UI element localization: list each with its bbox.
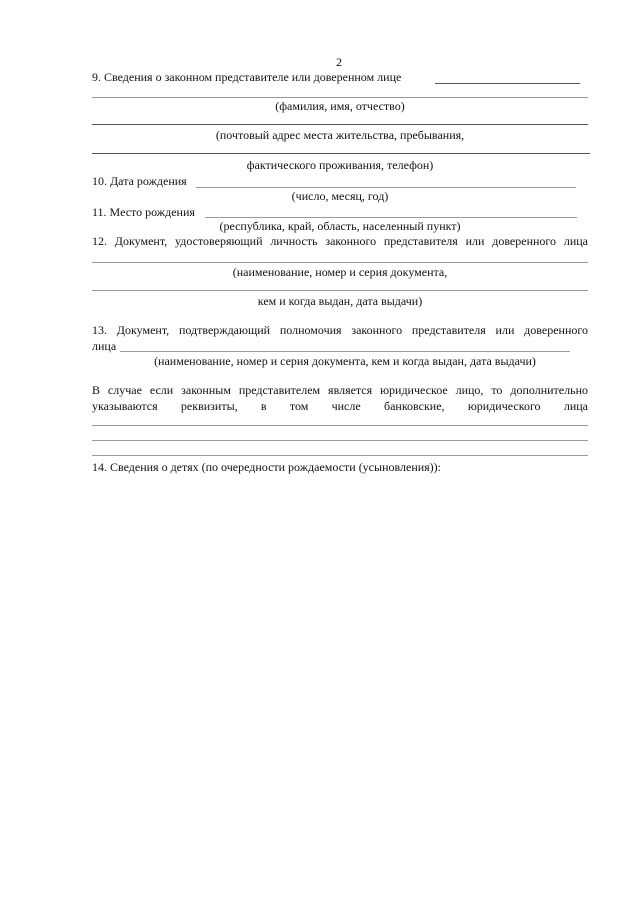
legal-entity-line1[interactable] bbox=[92, 425, 588, 426]
item9-label: 9. Сведения о законном представителе или доверенном лице bbox=[92, 70, 402, 84]
item10-input-line[interactable] bbox=[196, 187, 576, 188]
item11-label: 11. Место рождения bbox=[92, 205, 195, 219]
item9-caption-address2: фактического проживания, телефон) bbox=[246, 158, 434, 172]
item9-caption-address1: (почтовый адрес места жительства, пребывания, bbox=[215, 128, 465, 142]
item12-input-line2[interactable] bbox=[92, 290, 588, 291]
legal-entity-line2[interactable] bbox=[92, 440, 588, 441]
item9-address-line1[interactable] bbox=[92, 124, 588, 125]
item13-label-line1: 13. Документ, подтверждающий полномочия законного представителя или доверенного bbox=[92, 323, 588, 337]
item11-caption: (республика, край, область, населенный пункт) bbox=[219, 219, 461, 233]
item12-caption1: (наименование, номер и серия документа, bbox=[232, 265, 448, 279]
item9-caption-name: (фамилия, имя, отчество) bbox=[275, 99, 405, 113]
item14-label: 14. Сведения о детях (по очередности рождаемости (усыновления)): bbox=[92, 460, 442, 474]
item12-caption2: кем и когда выдан, дата выдачи) bbox=[257, 294, 423, 308]
legal-entity-line3[interactable] bbox=[92, 455, 588, 456]
item10-label: 10. Дата рождения bbox=[92, 174, 187, 188]
item9-address-line2[interactable] bbox=[92, 153, 590, 154]
item13-input-line[interactable] bbox=[120, 351, 570, 352]
item12-label: 12. Документ, удостоверяющий личность законного представителя или доверенного лица bbox=[92, 234, 588, 248]
item9-name-line[interactable] bbox=[92, 97, 588, 98]
item9-input-line[interactable] bbox=[435, 83, 580, 84]
item13-label-line2: лица bbox=[92, 339, 117, 353]
item12-input-line1[interactable] bbox=[92, 262, 588, 263]
legal-entity-note-line1: В случае если законным представителем является юридическое лицо, то дополнительно bbox=[92, 383, 588, 397]
legal-entity-note-line2: указываются реквизиты, в том числе банковские, юридического лица bbox=[92, 399, 588, 413]
page-number: 2 bbox=[336, 55, 342, 69]
item10-caption: (число, месяц, год) bbox=[291, 189, 389, 203]
item13-caption: (наименование, номер и серия документа, кем и когда выдан, дата выдачи) bbox=[154, 354, 536, 368]
item11-input-line[interactable] bbox=[205, 217, 577, 218]
